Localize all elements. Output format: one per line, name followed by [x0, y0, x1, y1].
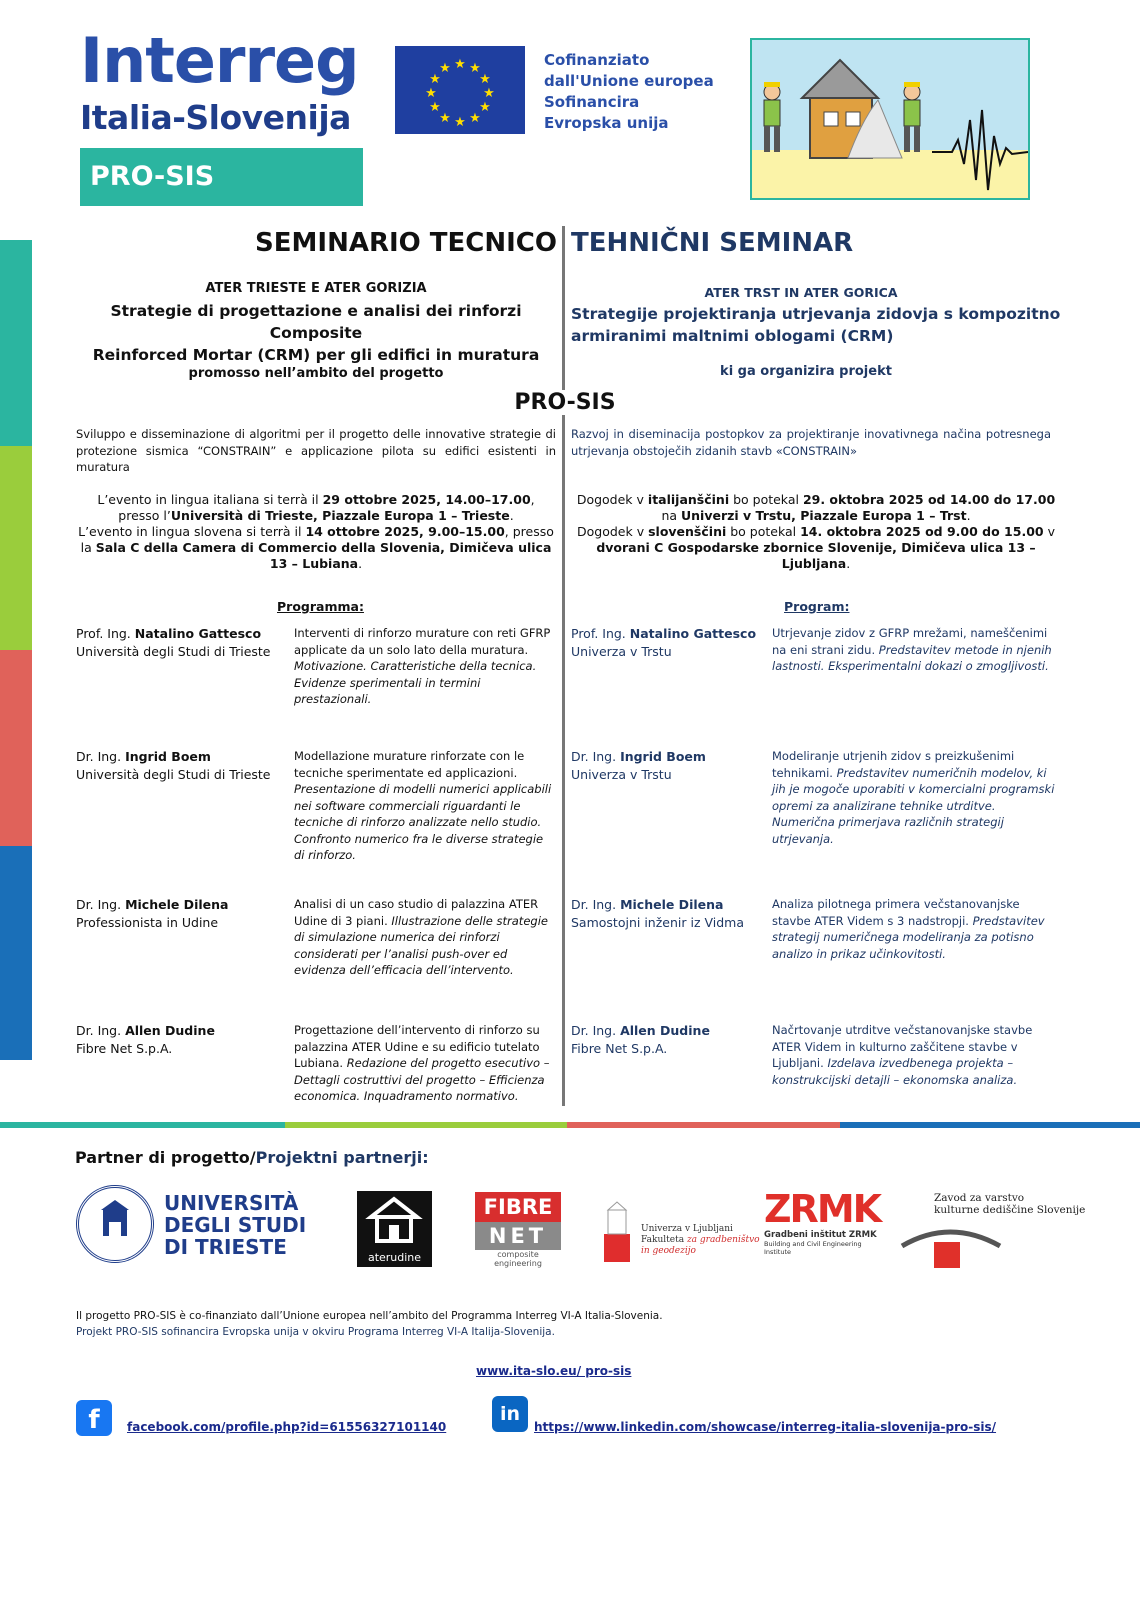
bottom-bar-red [567, 1122, 840, 1128]
talk-sl-4 [772, 1022, 1057, 1088]
speaker-title: Dr. Ing. [76, 749, 126, 764]
slovenian-header-block [571, 285, 1061, 347]
speaker-affiliation: Università degli Studi di Trieste [76, 767, 271, 782]
fibre-net-top: FIBRE [475, 1192, 561, 1222]
talk-details: Illustrazione delle strategie di simulazione numerica dei rinforzi considerati per l’analisi push-over ed evidenza dell’efficacia dell’intervento. [294, 913, 548, 977]
speaker-name: Natalino Gattesco [629, 626, 757, 641]
zvkds-emblem-icon [900, 1222, 1005, 1272]
speaker-affiliation: Università degli Studi di Trieste [76, 644, 271, 659]
speaker-sl-2 [571, 748, 761, 784]
italian-header-block [76, 281, 556, 381]
speaker-affiliation: Samostojni inženir iz Vidma [571, 915, 745, 930]
italian-intro: Sviluppo e disseminazione di algoritmi per il progetto delle innovative strategie di protezione sismica “CONSTRAIN” e applicazione pilota su edifici esistenti in muratura [76, 427, 556, 474]
event-place: Sala C della Camera di Commercio della Slovenia, Dimičeva ulica 13 – Lubiana [95, 540, 552, 571]
talk-details: Predstavitev metode in njenih lastnosti. Eksperimentalni dokazi o zmogljivosti. [772, 642, 1052, 673]
eu-line: Cofinanziato [544, 51, 650, 69]
event-text: L’evento in lingua italiana si terrà il [97, 492, 323, 507]
speaker-name: Allen Dudine [620, 1023, 710, 1038]
bottom-bar-blue [840, 1122, 1140, 1128]
fibre-net-logo [475, 1192, 561, 1268]
zrmk-line: Building and Civil Engineering Institute [764, 1240, 862, 1256]
eu-flag-icon [395, 46, 525, 134]
talk-it-2 [294, 748, 556, 864]
footer-note-italian: Il progetto PRO-SIS è co-finanziato dall’Unione europea nell’ambito del Programma Interreg VI-A Italia-Slovenia. [76, 1310, 663, 1322]
italian-subject-line1: Strategie di progettazione e analisi dei rinforzi Composite [110, 302, 522, 342]
talk-it-1 [294, 625, 556, 708]
interreg-logo-word: Interreg [80, 24, 359, 97]
fibre-net-mid: NET [475, 1222, 561, 1250]
zvkds-line: Zavod za varstvo [934, 1192, 1025, 1204]
ater-udine-text: aterudine [367, 1251, 422, 1264]
speaker-name: Michele Dilena [125, 897, 229, 912]
speaker-name: Ingrid Boem [620, 749, 706, 764]
units-line: DEGLI STUDI [164, 1213, 307, 1237]
interreg-logo-subtitle: Italia-Slovenija [80, 98, 351, 137]
event-place: Univerzi v Trstu, Piazzale Europa 1 – Trst [681, 508, 967, 523]
event-date: 29. oktobra 2025 od 14.00 do 17.00 [802, 492, 1056, 507]
speaker-affiliation: Professionista in Udine [76, 915, 219, 930]
svg-text:★: ★ [454, 57, 466, 72]
zvkds-line: kulturne dediščine Slovenije [934, 1204, 1086, 1216]
talk-details: Motivazione. Caratteristiche della tecnica. Evidenze sperimentali in termini prestazionali. [294, 659, 537, 706]
speaker-title: Dr. Ing. [571, 897, 621, 912]
project-logo-box: PRO-SIS [80, 148, 363, 206]
svg-text:★: ★ [439, 111, 451, 126]
italian-promoted: promosso nell’ambito del progetto [188, 366, 444, 381]
speaker-name: Michele Dilena [620, 897, 724, 912]
talk-title: Utrjevanje zidov z GFRP mrežami, nameščenimi na eni strani zidu. [772, 626, 1048, 657]
facebook-icon[interactable]: f [76, 1400, 112, 1436]
linkedin-icon[interactable]: in [492, 1396, 528, 1432]
zvkds-text [934, 1192, 1085, 1216]
talk-details: Redazione del progetto esecutivo – Dettagli costruttivi del progetto – Efficienza economica. Inquadramento normativo. [294, 1056, 550, 1103]
zrmk-line: Gradbeni inštitut ZRMK [764, 1230, 877, 1240]
units-logo-text [164, 1192, 306, 1258]
event-date: 29 ottobre 2025, 14.00–17.00 [322, 492, 531, 507]
speaker-name: Allen Dudine [125, 1023, 215, 1038]
speaker-affiliation: Fibre Net S.p.A. [571, 1041, 668, 1056]
eu-line: Sofinancira [544, 93, 640, 111]
ul-line: in geodezijo [641, 1246, 696, 1256]
svg-text:★: ★ [469, 61, 481, 76]
talk-title: Interventi di rinforzo murature con reti GFRP applicate da un solo lato della muratura. [294, 626, 551, 657]
speaker-sl-3 [571, 896, 761, 932]
zrmk-logo-mark: ZRMK [764, 1187, 881, 1231]
event-text: Dogodek v [577, 524, 649, 539]
svg-text:★: ★ [429, 72, 441, 87]
svg-text:★: ★ [425, 86, 437, 101]
speaker-sl-4 [571, 1022, 761, 1058]
ul-line: Fakulteta [641, 1235, 685, 1245]
partners-heading-it: Partner di progetto/ [75, 1148, 256, 1167]
slovenian-organizer: ATER TRST IN ATER GORICA [704, 285, 898, 300]
fibre-net-sub: composite engineering [494, 1250, 542, 1268]
talk-details: Predstavitev strategij numeričnega modeliranja za potisno analizo in prikaz učinkovitosti. [772, 913, 1045, 961]
talk-title: Načrtovanje utrditve večstanovanjske stavbe ATER Videm in kulturno zaščitene stavbe v Ljubljani. [772, 1023, 1033, 1070]
speaker-title: Dr. Ing. [571, 749, 621, 764]
event-place: Università di Trieste, Piazzale Europa 1 – Trieste [170, 508, 510, 523]
talk-title: Analiza pilotnega primera večstanovanjske stavbe ATER Videm s 3 nadstropji. [772, 897, 1020, 928]
svg-text:★: ★ [479, 72, 491, 87]
slovenian-organized-by: ki ga organizira projekt [720, 364, 892, 379]
talk-sl-2 [772, 748, 1057, 847]
title-slovenian: TEHNIČNI SEMINAR [571, 228, 854, 258]
svg-text:★: ★ [454, 115, 466, 130]
ul-line: Univerza v Ljubljani [641, 1224, 733, 1234]
footer-note-slovenian: Projekt PRO-SIS sofinancira Evropska unija v okviru Programa Interreg VI-A Italija-Slovenija. [76, 1326, 555, 1338]
speaker-sl-1 [571, 625, 761, 661]
speaker-name: Ingrid Boem [125, 749, 211, 764]
eu-line: Evropska unija [544, 114, 669, 132]
units-line: UNIVERSITÀ [164, 1191, 299, 1215]
bottom-bar-green [285, 1122, 567, 1128]
zrmk-logo [764, 1188, 889, 1256]
eu-cofinancing-text [544, 50, 714, 134]
ul-fgg-text [641, 1224, 760, 1257]
speaker-title: Dr. Ing. [76, 1023, 126, 1038]
italian-organizer: ATER TRIESTE E ATER GORIZIA [205, 281, 427, 296]
project-name-center: PRO-SIS [480, 390, 650, 415]
talk-it-4 [294, 1022, 556, 1105]
event-text: bo potekal [726, 524, 801, 539]
event-date: 14 ottobre 2025, 9.00–15.00 [305, 524, 505, 539]
units-seal-icon [76, 1185, 154, 1263]
talk-title: Progettazione dell’intervento di rinforzo su palazzina ATER Udine e su edificio tutelato Lubiana. [294, 1023, 540, 1070]
event-text: na [661, 508, 681, 523]
title-italian: SEMINARIO TECNICO [255, 228, 557, 258]
slovenian-subject-line1: Strategije projektiranja utrjevanja zidovja s kompozitno [571, 305, 1061, 323]
speaker-it-2 [76, 748, 276, 784]
italian-programme-heading: Programma: [277, 599, 364, 614]
talk-details: Izdelava izvedbenega projekta – konstrukcijski detajli – ekonomska analiza. [772, 1056, 1018, 1087]
italian-subject-line2: Reinforced Mortar (CRM) per gli edifici in muratura [92, 346, 540, 364]
svg-text:★: ★ [429, 100, 441, 115]
talk-title: Modeliranje utrjenih zidov s preizkušenimi tehnikami. [772, 749, 1015, 780]
facebook-link[interactable]: facebook.com/profile.php?id=61556327101140 [127, 1420, 447, 1434]
ul-line: za gradbeništvo [686, 1235, 760, 1245]
talk-title: Modellazione murature rinforzate con le tecniche sperimentate ed applicazioni. [294, 749, 525, 780]
talk-sl-3 [772, 896, 1057, 962]
svg-text:★: ★ [439, 61, 451, 76]
talk-details: Predstavitev numeričnih modelov, ki jih je mogoče uporabiti v komercialni programski opremi za analizirane tehnike utrditve. Numerična primerjava različnih strategij utrjevanja. [772, 765, 1055, 846]
partners-heading [75, 1148, 429, 1167]
units-line: DI TRIESTE [164, 1235, 287, 1259]
event-text: Dogodek v [576, 492, 648, 507]
svg-text:★: ★ [483, 86, 495, 101]
ul-fgg-emblem-icon [602, 1200, 632, 1264]
eu-line: dall'Unione europea [544, 72, 714, 90]
event-text: , presso la [80, 524, 554, 555]
bottom-bar-teal [0, 1122, 285, 1128]
side-bar-red [0, 650, 32, 846]
speaker-title: Dr. Ing. [76, 897, 126, 912]
speaker-it-4 [76, 1022, 276, 1058]
speaker-it-3 [76, 896, 276, 932]
speaker-affiliation: Univerza v Trstu [571, 644, 672, 659]
talk-details: Presentazione di modelli numerici applicabili nei software commerciali riguardanti le tecniche di rinforzo analizzate nello studio. Confronto numerico fra le diverse strategie di rinforzo. [294, 782, 552, 862]
talk-title: Analisi di un caso studio di palazzina ATER Udine di 3 piani. [294, 897, 539, 928]
event-date: 14. oktobra 2025 od 9.00 do 15.00 [800, 524, 1044, 539]
slovenian-intro: Razvoj in diseminacija postopkov za projektiranje inovativnega načina potresnega utrjevanja obstoječih zidanih stavb «CONSTRAIN» [571, 427, 1051, 458]
linkedin-link[interactable]: https://www.linkedin.com/showcase/interreg-italia-slovenija-pro-sis/ [534, 1420, 997, 1434]
side-bar-teal [0, 240, 32, 446]
event-text: bo potekal [729, 492, 803, 507]
slovenian-subject-line2: armiranimi maltnimi oblogami (CRM) [571, 327, 894, 345]
italian-event-dates: L’evento in lingua italiana si terrà il 29 ottobre 2025, 14.00–17.00, presso l’Università di Trieste, Piazzale Europa 1 – Trieste. L’evento in lingua slovena si terrà il 14 ottobre 2025, 9.00–15.00, presso la Sala C della Camera di Commercio della Slovenia, Dimičeva ulica 13 – Lubiana. [78, 492, 554, 571]
slovenian-event-dates: Dogodek v italijanščini bo potekal 29. oktobra 2025 od 14.00 do 17.00 na Univerzi v Trstu, Piazzale Europa 1 – Trst. Dogodek v slovenščini bo potekal 14. oktobra 2025 od 9.00 do 15.00 v dvorani C Gospodarske zbornice Slovenije, Dimičeva ulica 13 – Ljubljana. [576, 492, 1056, 571]
event-text: , presso l’ [118, 492, 535, 523]
event-text: v [1043, 524, 1055, 539]
side-bar-blue [0, 846, 32, 1060]
talk-it-3 [294, 896, 556, 979]
event-lang: italijanščini [647, 492, 730, 507]
speaker-title: Dr. Ing. [571, 1023, 621, 1038]
speaker-it-1 [76, 625, 276, 661]
svg-text:★: ★ [479, 100, 491, 115]
column-divider [562, 226, 565, 1106]
event-lang: slovenščini [648, 524, 727, 539]
partners-heading-sl: Projektni partnerji: [255, 1148, 429, 1167]
seismic-illustration [750, 38, 1030, 200]
website-link[interactable]: www.ita-slo.eu/ pro-sis [476, 1364, 632, 1378]
event-place: dvorani C Gospodarske zbornice Slovenije, Dimičeva ulica 13 – Ljubljana [596, 540, 1036, 571]
ater-udine-logo [357, 1191, 432, 1267]
speaker-affiliation: Univerza v Trstu [571, 767, 672, 782]
slovenian-programme-heading: Program: [784, 599, 850, 614]
speaker-name: Natalino Gattesco [134, 626, 262, 641]
talk-sl-1 [772, 625, 1057, 675]
event-text: L’evento in lingua slovena si terrà il [78, 524, 306, 539]
side-bar-green [0, 446, 32, 650]
speaker-title: Prof. Ing. [571, 626, 630, 641]
speaker-title: Prof. Ing. [76, 626, 135, 641]
svg-text:★: ★ [469, 111, 481, 126]
speaker-affiliation: Fibre Net S.p.A. [76, 1041, 173, 1056]
